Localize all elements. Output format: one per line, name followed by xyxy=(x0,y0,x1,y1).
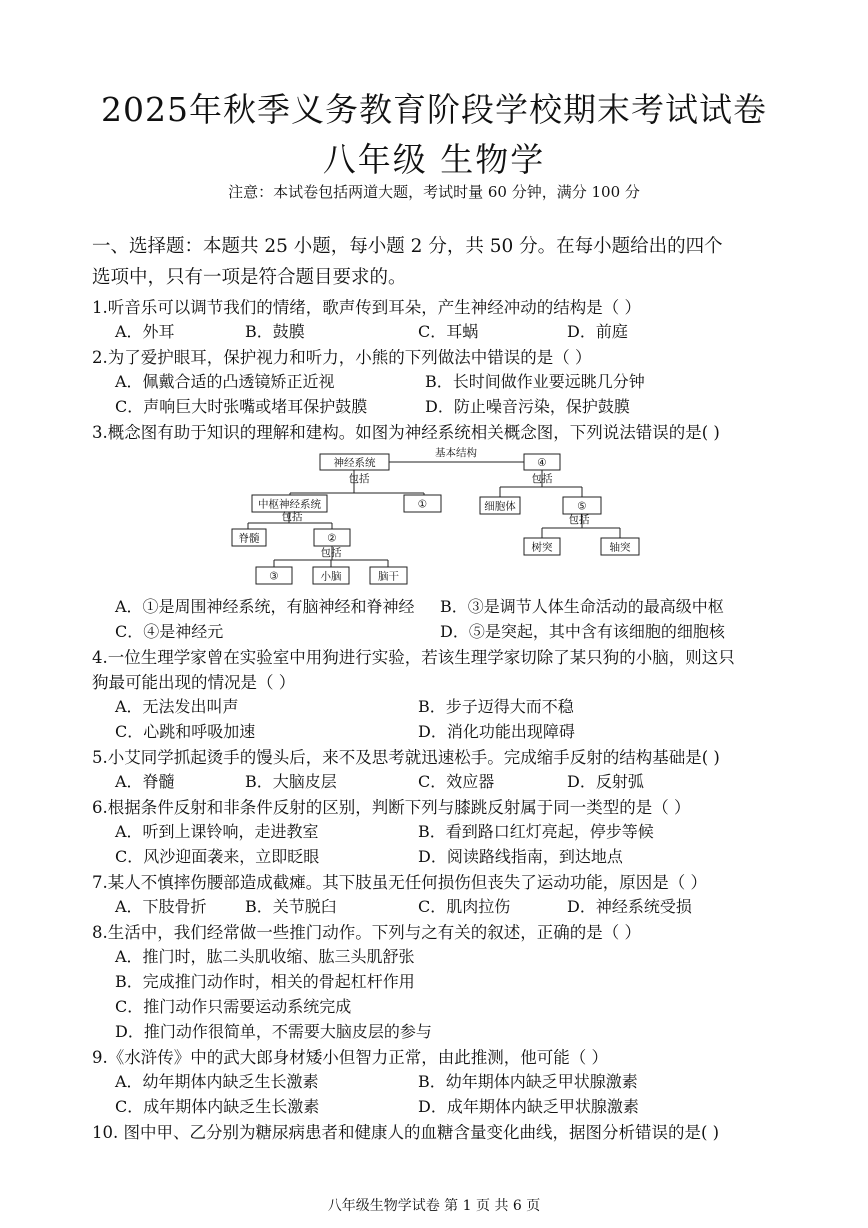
question-3-option-b: B．③是调节人体生命活动的最高级中枢 xyxy=(440,597,724,616)
node-axon-label: 轴突 xyxy=(609,541,631,554)
question-3-option-a: A．①是周围神经系统，有脑神经和脊神经 xyxy=(115,597,415,616)
nervous-system-concept-map xyxy=(228,443,648,588)
node-3-label: ③ xyxy=(269,570,279,583)
node-nervous-system-label: 神经系统 xyxy=(333,457,376,469)
question-9-stem: 9.《水浒传》中的武大郎身材矮小但智力正常，由此推测，他可能（ ） xyxy=(92,1048,608,1067)
node-4-label: ④ xyxy=(537,457,547,469)
question-7-stem: 7.某人不慎摔伤腰部造成截瘫。其下肢虽无任何损伤但丧失了运动功能，原因是（ ） xyxy=(92,873,707,892)
page-footer: 八年级生物学试卷 第 1 页 共 6 页 xyxy=(327,1198,541,1214)
question-5-option-b: B．大脑皮层 xyxy=(245,772,337,791)
question-5-option-d: D．反射弧 xyxy=(567,772,644,791)
question-4-option-b: B．步子迈得大而不稳 xyxy=(418,697,574,716)
question-3-option-c: C．④是神经元 xyxy=(115,622,224,641)
question-1-stem: 1.听音乐可以调节我们的情绪，歌声传到耳朵，产生神经冲动的结构是（ ） xyxy=(92,298,641,317)
question-8-option-b: B．完成推门动作时，相关的骨起杠杆作用 xyxy=(115,972,415,991)
question-1-option-b: B．鼓膜 xyxy=(245,322,305,341)
node-spinal-cord-label: 脊髓 xyxy=(238,532,260,545)
question-4-stem-line2: 狗最可能出现的情况是（ ） xyxy=(92,673,296,692)
question-2-stem: 2.为了爱护眼耳，保护视力和听力，小熊的下列做法中错误的是（ ） xyxy=(92,348,592,367)
question-5-option-c: C．效应器 xyxy=(418,772,495,791)
include-label-2: 包括 xyxy=(531,473,553,485)
node-central-nervous-system-label: 中枢神经系统 xyxy=(258,498,321,511)
node-2-label: ② xyxy=(327,532,337,545)
question-1-option-d: D．前庭 xyxy=(567,322,628,341)
question-8-option-c: C．推门动作只需要运动系统完成 xyxy=(115,997,352,1016)
question-3-option-d: D．⑤是突起，其中含有该细胞的细胞核 xyxy=(440,622,725,641)
question-7-option-b: B．关节脱臼 xyxy=(245,897,337,916)
question-10-stem: 10. 图中甲、乙分别为糖尿病患者和健康人的血糖含量变化曲线，据图分析错误的是( ) xyxy=(92,1123,720,1142)
node-1-label: ① xyxy=(417,498,428,511)
question-9-option-a: A．幼年期体内缺乏生长激素 xyxy=(115,1072,319,1091)
question-8-stem: 8.生活中，我们经常做一些推门动作。下列与之有关的叙述，正确的是（ ） xyxy=(92,923,641,942)
exam-notice: 注意：本试卷包括两道大题，考试时量 60 分钟，满分 100 分 xyxy=(228,183,640,201)
question-6-option-c: C．风沙迎面袭来，立即眨眼 xyxy=(115,847,320,866)
section-heading-line2: 选项中，只有一项是符合题目要求的。 xyxy=(92,267,407,288)
node-5-label: ⑤ xyxy=(577,500,587,513)
node-dendrite-label: 树突 xyxy=(531,541,553,554)
question-4-option-d: D．消化功能出现障碍 xyxy=(418,722,575,741)
question-7-option-a: A．下肢骨折 xyxy=(115,897,207,916)
question-7-option-c: C．肌肉拉伤 xyxy=(418,897,511,916)
question-5-option-a: A．脊髓 xyxy=(115,772,175,791)
question-5-stem: 5.小艾同学抓起烫手的馒头后，来不及思考就迅速松手。完成缩手反射的结构基础是( ) xyxy=(92,748,720,767)
question-1-option-c: C．耳蜗 xyxy=(418,322,479,341)
question-6-option-b: B．看到路口红灯亮起，停步等候 xyxy=(418,822,654,841)
concept-map-basic-structure-label: 基本结构 xyxy=(435,447,477,459)
question-4-stem-line1: 4.一位生理学家曾在实验室中用狗进行实验，若该生理学家切除了某只狗的小脑，则这只 xyxy=(92,648,735,667)
question-4-option-a: A．无法发出叫声 xyxy=(115,697,239,716)
node-cell-body-label: 细胞体 xyxy=(484,500,516,513)
question-2-option-d: D．防止噪音污染，保护鼓膜 xyxy=(425,397,630,416)
section-heading-line1: 一、选择题：本题共 25 小题，每小题 2 分，共 50 分。在每小题给出的四个 xyxy=(92,236,723,257)
include-label-4: 包括 xyxy=(568,514,590,526)
question-6-stem: 6.根据条件反射和非条件反射的区别，判断下列与膝跳反射属于同一类型的是（ ） xyxy=(92,798,691,817)
exam-subtitle: 八年级 生物学 xyxy=(322,140,546,179)
question-8-option-d: D．推门动作很简单，不需要大脑皮层的参与 xyxy=(115,1022,432,1041)
question-8-option-a: A．推门时，肱二头肌收缩、肱三头肌舒张 xyxy=(115,947,415,966)
node-cerebellum-label: 小脑 xyxy=(320,570,342,583)
include-label-1: 包括 xyxy=(348,473,370,485)
question-9-option-c: C．成年期体内缺乏生长激素 xyxy=(115,1097,320,1116)
question-7-option-d: D．神经系统受损 xyxy=(567,897,692,916)
question-6-option-a: A．听到上课铃响，走进教室 xyxy=(115,822,319,841)
question-9-option-d: D．成年期体内缺乏甲状腺激素 xyxy=(418,1097,639,1116)
question-4-option-c: C．心跳和呼吸加速 xyxy=(115,722,256,741)
question-6-option-d: D．阅读路线指南，到达地点 xyxy=(418,847,623,866)
question-2-option-c: C．声响巨大时张嘴或堵耳保护鼓膜 xyxy=(115,397,368,416)
question-1-option-a: A．外耳 xyxy=(115,322,175,341)
include-label-3: 包括 xyxy=(281,511,303,523)
question-2-option-b: B．长时间做作业要远眺几分钟 xyxy=(425,372,645,391)
question-2-option-a: A．佩戴合适的凸透镜矫正近视 xyxy=(115,372,335,391)
include-label-5: 包括 xyxy=(320,547,342,559)
exam-title: 2025年秋季义务教育阶段学校期末考试试卷 xyxy=(101,90,767,129)
node-brainstem-label: 脑干 xyxy=(378,570,399,583)
question-3-stem: 3.概念图有助于知识的理解和建构。如图为神经系统相关概念图，下列说法错误的是( ) xyxy=(92,423,720,442)
question-9-option-b: B．幼年期体内缺乏甲状腺激素 xyxy=(418,1072,638,1091)
